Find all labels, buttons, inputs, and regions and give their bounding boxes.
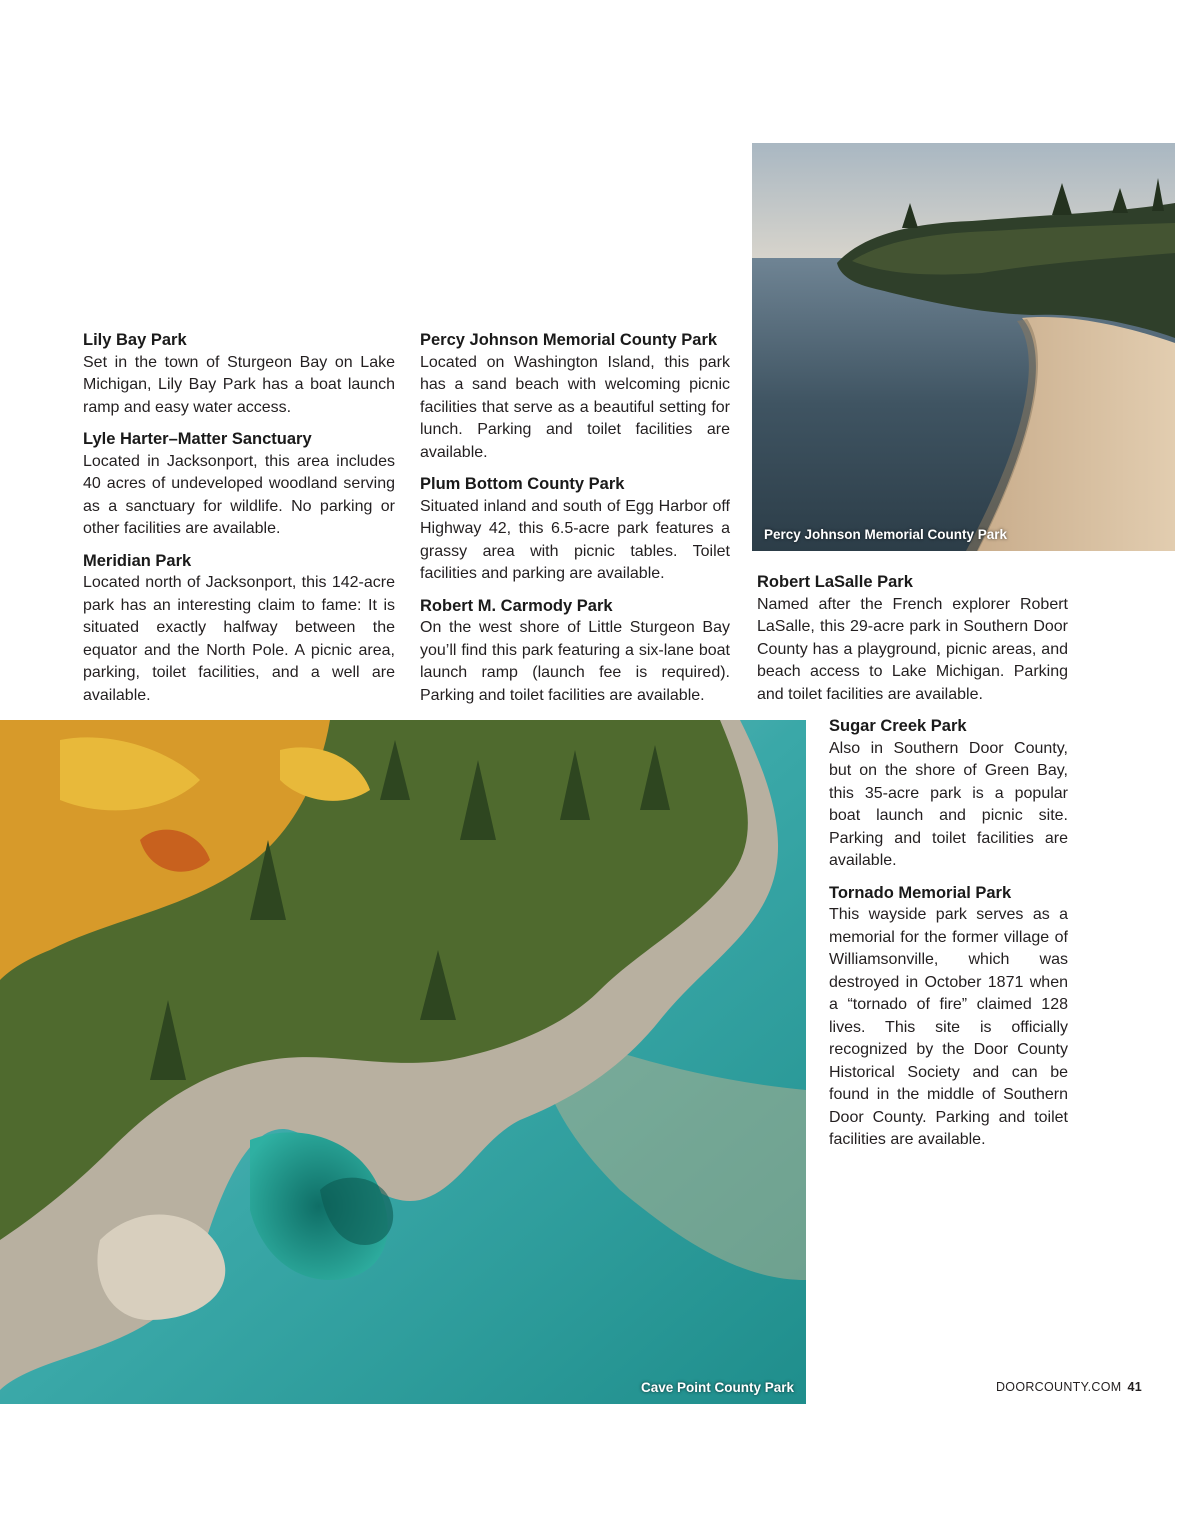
park-description: Named after the French explorer Robert LaSalle, this 29-acre park in Southern Door County has a playground, picnic areas, and beach access to Lake Michigan. Parking and toilet facilities are available.	[757, 595, 1068, 703]
page-footer	[996, 1380, 1142, 1394]
park-heading: Tornado Memorial Park	[829, 883, 1012, 902]
photo-cave-point-park	[0, 720, 806, 1404]
park-description: Located on Washington Island, this park has a sand beach with welcoming picnic facilities that serve as a beautiful setting for lunch. Parking and toilet facilities are available.	[420, 353, 730, 461]
park-heading: Sugar Creek Park	[829, 717, 967, 735]
park-heading: Plum Bottom County Park	[420, 475, 625, 493]
park-heading: Percy Johnson Memorial County Park	[420, 331, 718, 349]
park-heading: Robert LaSalle Park	[757, 573, 913, 591]
park-heading: Lily Bay Park	[83, 331, 187, 349]
park-description: Located north of Jacksonport, this 142-acre park has an interesting claim to fame: It is situated exactly halfway between the equator and the North Pole. A picnic area, parking, toilet facilities, and a well are available.	[83, 574, 395, 704]
text-column-4	[829, 715, 1068, 1161]
park-heading: Lyle Harter–Matter Sanctuary	[83, 430, 312, 448]
footer-website: DOORCOUNTY.COM	[995, 1380, 1122, 1394]
park-description: Situated inland and south of Egg Harbor off Highway 42, this 6.5-acre park features a grassy area with picnic tables. Toilet facilities and parking are available.	[420, 497, 730, 582]
park-description: Set in the town of Sturgeon Bay on Lake Michigan, Lily Bay Park has a boat launch ramp and easy water access.	[83, 353, 395, 416]
park-description: On the west shore of Little Sturgeon Bay you’ll find this park featuring a six-lane boat launch ramp (launch fee is required). Parking and toilet facilities are available.	[420, 619, 730, 704]
text-column-1	[83, 329, 395, 716]
park-heading: Robert M. Carmody Park	[420, 596, 613, 615]
park-description: This wayside park serves as a memorial for the former village of Williamsonville, which was destroyed in October 1871 when a “tornado of fire” claimed 128 lives. This site is officially recognized by the Door County Historical Society and can be found in the middle of Southern Door County. Parking and toilet facilities are available.	[829, 906, 1068, 1148]
park-heading: Meridian Park	[83, 551, 192, 570]
photo-percy-johnson-park	[752, 143, 1175, 551]
aerial-shoreline-photo	[0, 720, 806, 1404]
page-number: 41	[1127, 1380, 1142, 1394]
park-description: Located in Jacksonport, this area includes 40 acres of undeveloped woodland serving as a sanctuary for wildlife. No parking or other facilities are available.	[83, 452, 395, 537]
photo-caption: Percy Johnson Memorial County Park	[764, 527, 1008, 542]
text-column-3	[757, 571, 1068, 715]
photo-caption: Cave Point County Park	[640, 1380, 794, 1395]
lake-shore-photo	[752, 143, 1175, 551]
park-description: Also in Southern Door County, but on the shore of Green Bay, this 35-acre park is a popular boat launch and picnic site. Parking and toilet facilities are available.	[829, 739, 1068, 869]
text-column-2	[420, 329, 730, 716]
